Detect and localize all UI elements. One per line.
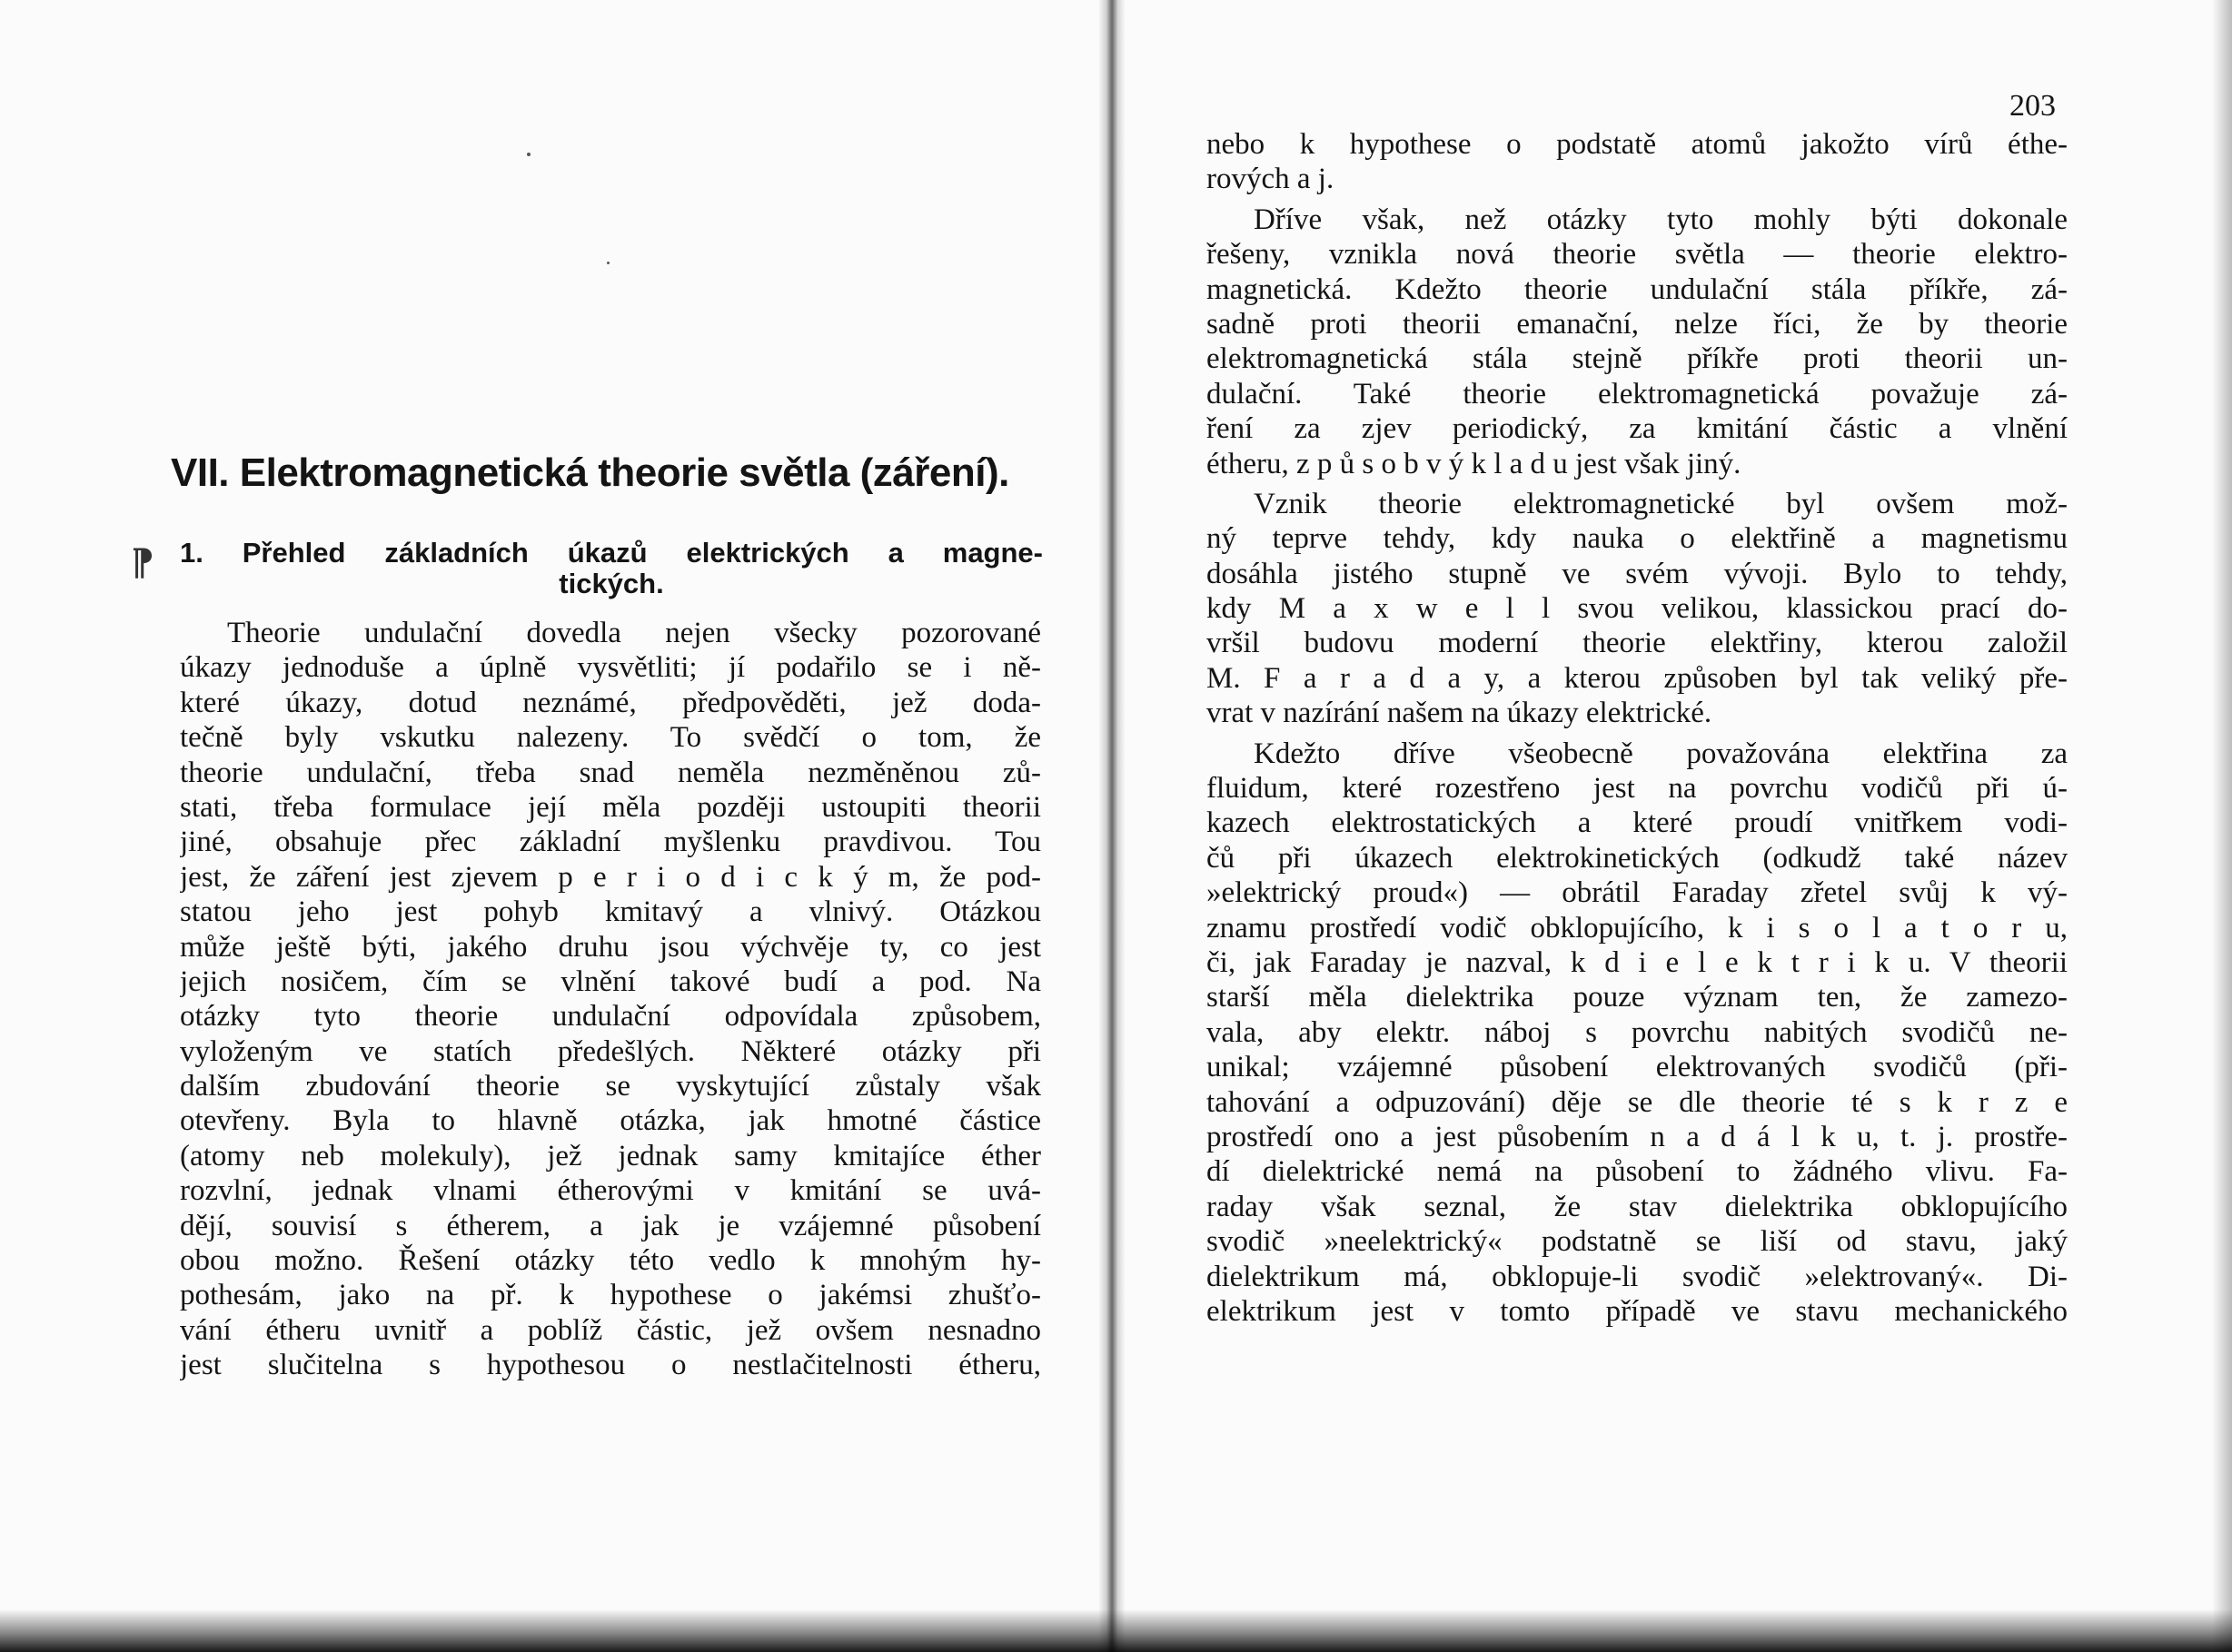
text-line: kazech elektrostatických a které proudí vnitřkem vodi- xyxy=(1206,806,2068,840)
text-line: sadně proti theorii emanační, nelze říci, že by theorie xyxy=(1206,307,2068,341)
right-page xyxy=(1123,0,2232,1652)
text-line: nebo k hypothese o podstatě atomů jakožto vírů éthe- xyxy=(1206,128,2068,161)
text-line: (atomy neb molekuly), jež jednak samy kmitajíce éther xyxy=(180,1139,1041,1172)
text-line: Vznik theorie elektromagnetické byl ovšem mož- xyxy=(1254,487,2068,520)
text-line: prostředí ono a jest působením n a d á l k u, t. j. prostře- xyxy=(1206,1120,2068,1153)
text-line: úkazy jednoduše a úplně vysvětliti; jí podařilo se i ně- xyxy=(180,651,1041,685)
text-line: fluidum, které rozestřeno jest na povrchu vodičů při ú- xyxy=(1206,772,2068,806)
text-line: obou možno. Řešení otázky této vedlo k mnohým hy- xyxy=(180,1244,1041,1278)
text-line: kdy M a x w e l l svou velikou, klassickou prací do- xyxy=(1206,592,2068,626)
text-line: jest slučitelna s hypothesou o nestlačitelnosti étheru, xyxy=(180,1349,1041,1382)
text-line: dulační. Také theorie elektromagnetická považuje zá- xyxy=(1206,377,2068,411)
paper-speck xyxy=(607,262,610,264)
text-line: otevřeny. Byla to hlavně otázka, jak hmotné částice xyxy=(180,1104,1041,1138)
left-body-text xyxy=(180,616,1041,1383)
text-line: Kdežto dříve všeobecně považována elektřina za xyxy=(1254,737,2068,770)
section-heading-line: tických. xyxy=(559,568,664,599)
bottom-edge-shadow xyxy=(0,1609,2232,1652)
text-line: svodič »neelektrický« podstatně se liší od stavu, jaký xyxy=(1206,1225,2068,1259)
text-line: dosáhla jistého stupně ve svém vývoji. Bylo to tehdy, xyxy=(1206,557,2068,590)
text-line: stati, třeba formulace její měla později ustoupiti theorii xyxy=(180,790,1041,824)
text-line: tečně byly vskutku nalezeny. To svědčí o tom, že xyxy=(180,721,1041,755)
text-line: čů při úkazech elektrokinetických (odkudž také název xyxy=(1206,841,2068,875)
text-line: elektromagnetická stála stejně příkře proti theorii un- xyxy=(1206,342,2068,376)
text-line: dí dielektrické nemá na působení to žádného vlivu. Fa- xyxy=(1206,1155,2068,1189)
text-line: unikal; vzájemné působení elektrovaných svodičů (při- xyxy=(1206,1051,2068,1084)
text-line: či, jak Faraday je nazval, k d i e l e k t r i k u. V theorii xyxy=(1206,945,2068,979)
text-line: dalším zbudování theorie se vyskytující zůstaly však xyxy=(180,1070,1041,1103)
text-line: starší měla dielektrika pouze význam ten, že zamezo- xyxy=(1206,981,2068,1014)
text-line: vyloženým ve statích předešlých. Některé otázky při xyxy=(180,1034,1041,1068)
text-line: Theorie undulační dovedla nejen všecky pozorované xyxy=(227,617,1041,649)
left-page xyxy=(0,0,1113,1652)
text-line: rových a j. xyxy=(1206,163,1334,196)
text-line: dielektrikum má, obklopuje-li svodič »elektrovaný«. Di- xyxy=(1206,1260,2068,1293)
section-heading-line: 1. Přehled základních úkazů elektrických a magne- xyxy=(180,537,1043,569)
text-line: ření za zjev periodický, za kmitání částic a vlnění xyxy=(1206,412,2068,446)
text-line: vrat v nazírání našem na úkazy elektrické. xyxy=(1206,697,1712,730)
text-line: otázky tyto theorie undulační odpovídala způsobem, xyxy=(180,1000,1041,1034)
text-line: jiné, obsahuje přec základní myšlenku pravdivou. Tou xyxy=(180,826,1041,859)
page-edge-shadow xyxy=(2212,0,2232,1652)
text-line: Dříve však, než otázky tyto mohly býti dokonale xyxy=(1254,203,2068,236)
text-line: theorie undulační, třeba snad neměla nezměněnou zů- xyxy=(180,756,1041,789)
text-line: vršil budovu moderní theorie elektřiny, kterou založil xyxy=(1206,627,2068,660)
text-line: étheru, z p ů s o b v ý k l a d u jest však jiný. xyxy=(1206,447,1741,480)
text-line: jest, že záření jest zjevem p e r i o d i c k ý m, že pod- xyxy=(180,860,1041,894)
text-line: jejich nosičem, čím se vlnění takové budí a pod. Na xyxy=(180,964,1041,998)
chapter-title: VII. Elektromagnetická theorie světla (záření). xyxy=(171,450,1009,495)
text-line: ný teprve tehdy, kdy nauka o elektřině a magnetismu xyxy=(1206,522,2068,556)
text-line: M. F a r a d a y, a kterou způsoben byl tak veliký pře- xyxy=(1206,661,2068,695)
text-line: tahování a odpuzování) děje se dle theorie té s k r z e xyxy=(1206,1085,2068,1119)
text-line: elektrikum jest v tomto případě ve stavu mechanického xyxy=(1206,1294,2068,1328)
text-line: rozvlní, jednak vlnami étherovými v kmitání se uvá- xyxy=(180,1174,1041,1208)
text-line: může ještě býti, jakého druhu jsou výchvěje ty, co jest xyxy=(180,930,1041,964)
text-line: raday však seznal, že stav dielektrika obklopujícího xyxy=(1206,1190,2068,1223)
book-gutter-shadow xyxy=(1098,0,1126,1652)
text-line: vala, aby elektr. náboj s povrchu nabitých svodičů ne- xyxy=(1206,1015,2068,1049)
section-heading xyxy=(180,538,1043,599)
text-line: dějí, souvisí s étherem, a jak je vzájemné působení xyxy=(180,1209,1041,1242)
text-line: řešeny, vznikla nová theorie světla — theorie elektro- xyxy=(1206,238,2068,272)
right-body-text xyxy=(1206,127,2068,1329)
text-line: statou jeho jest pohyb kmitavý a vlnivý. Otázkou xyxy=(180,895,1041,929)
text-line: znamu prostředí vodič obklopujícího, k i s o l a t o r u, xyxy=(1206,911,2068,945)
text-line: »elektrický proud«) — obrátil Faraday zřetel svůj k vý- xyxy=(1206,876,2068,910)
page-number: 203 xyxy=(2009,89,2056,123)
text-line: pothesám, jako na př. k hypothese o jakémsi zhušťo- xyxy=(180,1279,1041,1312)
paper-speck xyxy=(527,153,531,156)
text-line: vání étheru uvnitř a poblíž částic, jež ovšem nesnadno xyxy=(180,1313,1041,1347)
text-line: magnetická. Kdežto theorie undulační stála příkře, zá- xyxy=(1206,272,2068,306)
text-line: které úkazy, dotud neznámé, předpověděti, jež doda- xyxy=(180,686,1041,719)
margin-mark-icon: ⁋ xyxy=(131,542,154,583)
